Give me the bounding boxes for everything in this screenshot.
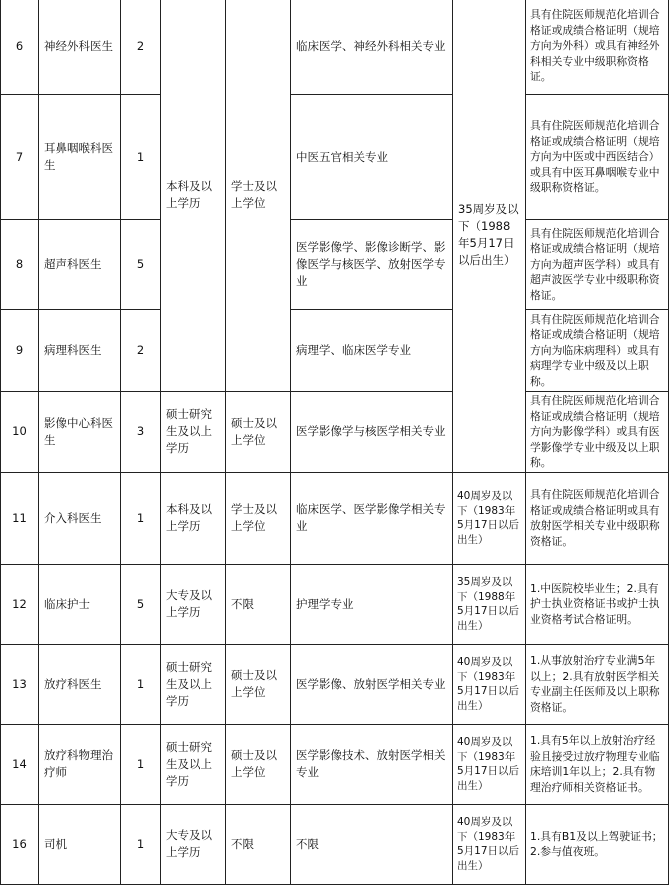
other-requirement: 1.从事放射治疗专业满5年以上；2.具有放射医学相关专业副主任医师及以上职称资格证。 <box>526 644 669 724</box>
table-row <box>1 564 669 644</box>
degree-requirement: 不限 <box>226 564 291 644</box>
education-requirement: 大专及以上学历 <box>161 804 226 884</box>
post-name: 影像中心科医生 <box>39 392 121 473</box>
row-number: 6 <box>1 0 39 95</box>
major-requirement: 病理学、临床医学专业 <box>291 310 453 392</box>
post-name: 耳鼻咽喉科医生 <box>39 95 121 220</box>
other-requirement: 具有住院医师规范化培训合格证或成绩合格证明（规培方向为超声医学科）或具有超声波医学专业中级职称资格证。 <box>526 220 669 310</box>
other-requirement: 1.具有B1及以上驾驶证书；2.参与值夜班。 <box>526 804 669 884</box>
degree-requirement: 硕士及以上学位 <box>226 392 291 473</box>
post-name: 超声科医生 <box>39 220 121 310</box>
major-requirement: 临床医学、医学影像学相关专业 <box>291 472 453 564</box>
row-number: 13 <box>1 644 39 724</box>
table-row <box>1 95 669 220</box>
post-name: 放疗科物理治疗师 <box>39 724 121 804</box>
age-requirement: 35周岁及以下（1988年5月17日以后出生） <box>453 0 526 472</box>
major-requirement: 医学影像学、影像诊断学、影像医学与核医学、放射医学专业 <box>291 220 453 310</box>
education-requirement: 硕士研究生及以上学历 <box>161 644 226 724</box>
hire-count: 1 <box>121 95 161 220</box>
hire-count: 1 <box>121 804 161 884</box>
row-number: 12 <box>1 564 39 644</box>
degree-requirement: 不限 <box>226 804 291 884</box>
table-row <box>1 0 669 95</box>
post-name: 神经外科医生 <box>39 0 121 95</box>
education-requirement: 硕士研究生及以上学历 <box>161 392 226 473</box>
education-requirement: 本科及以上学历 <box>161 472 226 564</box>
education-requirement: 大专及以上学历 <box>161 564 226 644</box>
age-requirement: 40周岁及以下（1983年5月17日以后出生） <box>453 472 526 564</box>
degree-requirement: 学士及以上学位 <box>226 0 291 392</box>
post-name: 临床护士 <box>39 564 121 644</box>
other-requirement: 具有住院医师规范化培训合格证或成绩合格证明（规培方向为影像学科）或具有医学影像学专业中级及以上职称。 <box>526 392 669 473</box>
row-number: 11 <box>1 472 39 564</box>
row-number: 8 <box>1 220 39 310</box>
table-row <box>1 392 669 473</box>
hire-count: 2 <box>121 310 161 392</box>
degree-requirement: 学士及以上学位 <box>226 472 291 564</box>
age-requirement: 35周岁及以下（1988年5月17日以后出生） <box>453 564 526 644</box>
hire-count: 5 <box>121 564 161 644</box>
hire-count: 1 <box>121 472 161 564</box>
hire-count: 1 <box>121 724 161 804</box>
table-row <box>1 644 669 724</box>
major-requirement: 医学影像、放射医学相关专业 <box>291 644 453 724</box>
table-row <box>1 310 669 392</box>
other-requirement: 1.具有5年以上放射治疗经验且接受过放疗物理专业临床培训1年以上；2.具有物理治疗师相关资格证书。 <box>526 724 669 804</box>
education-requirement: 本科及以上学历 <box>161 0 226 392</box>
age-requirement: 40周岁及以下（1983年5月17日以后出生） <box>453 724 526 804</box>
table-row <box>1 220 669 310</box>
other-requirement: 具有住院医师规范化培训合格证或成绩合格证明（规培方向为临床病理科）或具有病理学专业中级及以上职称。 <box>526 310 669 392</box>
table-row <box>1 472 669 564</box>
hire-count: 1 <box>121 644 161 724</box>
major-requirement: 医学影像技术、放射医学相关专业 <box>291 724 453 804</box>
row-number: 14 <box>1 724 39 804</box>
post-name: 司机 <box>39 804 121 884</box>
major-requirement: 医学影像学与核医学相关专业 <box>291 392 453 473</box>
degree-requirement: 硕士及以上学位 <box>226 724 291 804</box>
age-requirement: 40周岁及以下（1983年5月17日以后出生） <box>453 644 526 724</box>
post-name: 放疗科医生 <box>39 644 121 724</box>
degree-requirement: 硕士及以上学位 <box>226 644 291 724</box>
other-requirement: 具有住院医师规范化培训合格证或成绩合格证明或具有放射医学相关专业中级职称资格证。 <box>526 472 669 564</box>
post-name: 介入科医生 <box>39 472 121 564</box>
age-requirement: 40周岁及以下（1983年5月17日以后出生） <box>453 804 526 884</box>
row-number: 7 <box>1 95 39 220</box>
major-requirement: 中医五官相关专业 <box>291 95 453 220</box>
hire-count: 3 <box>121 392 161 473</box>
row-number: 10 <box>1 392 39 473</box>
other-requirement: 具有住院医师规范化培训合格证或成绩合格证明（规培方向为中医或中西医结合）或具有中医耳鼻咽喉专业中级职称资格证。 <box>526 95 669 220</box>
major-requirement: 不限 <box>291 804 453 884</box>
table-row <box>1 804 669 884</box>
major-requirement: 临床医学、神经外科相关专业 <box>291 0 453 95</box>
hire-count: 2 <box>121 0 161 95</box>
other-requirement: 具有住院医师规范化培训合格证或成绩合格证明（规培方向为外科）或具有神经外科相关专业中级职称资格证。 <box>526 0 669 95</box>
hire-count: 5 <box>121 220 161 310</box>
post-name: 病理科医生 <box>39 310 121 392</box>
other-requirement: 1.中医院校毕业生；2.具有护士执业资格证书或护士执业资格考试合格证明。 <box>526 564 669 644</box>
table-row <box>1 724 669 804</box>
row-number: 16 <box>1 804 39 884</box>
education-requirement: 硕士研究生及以上学历 <box>161 724 226 804</box>
major-requirement: 护理学专业 <box>291 564 453 644</box>
row-number: 9 <box>1 310 39 392</box>
